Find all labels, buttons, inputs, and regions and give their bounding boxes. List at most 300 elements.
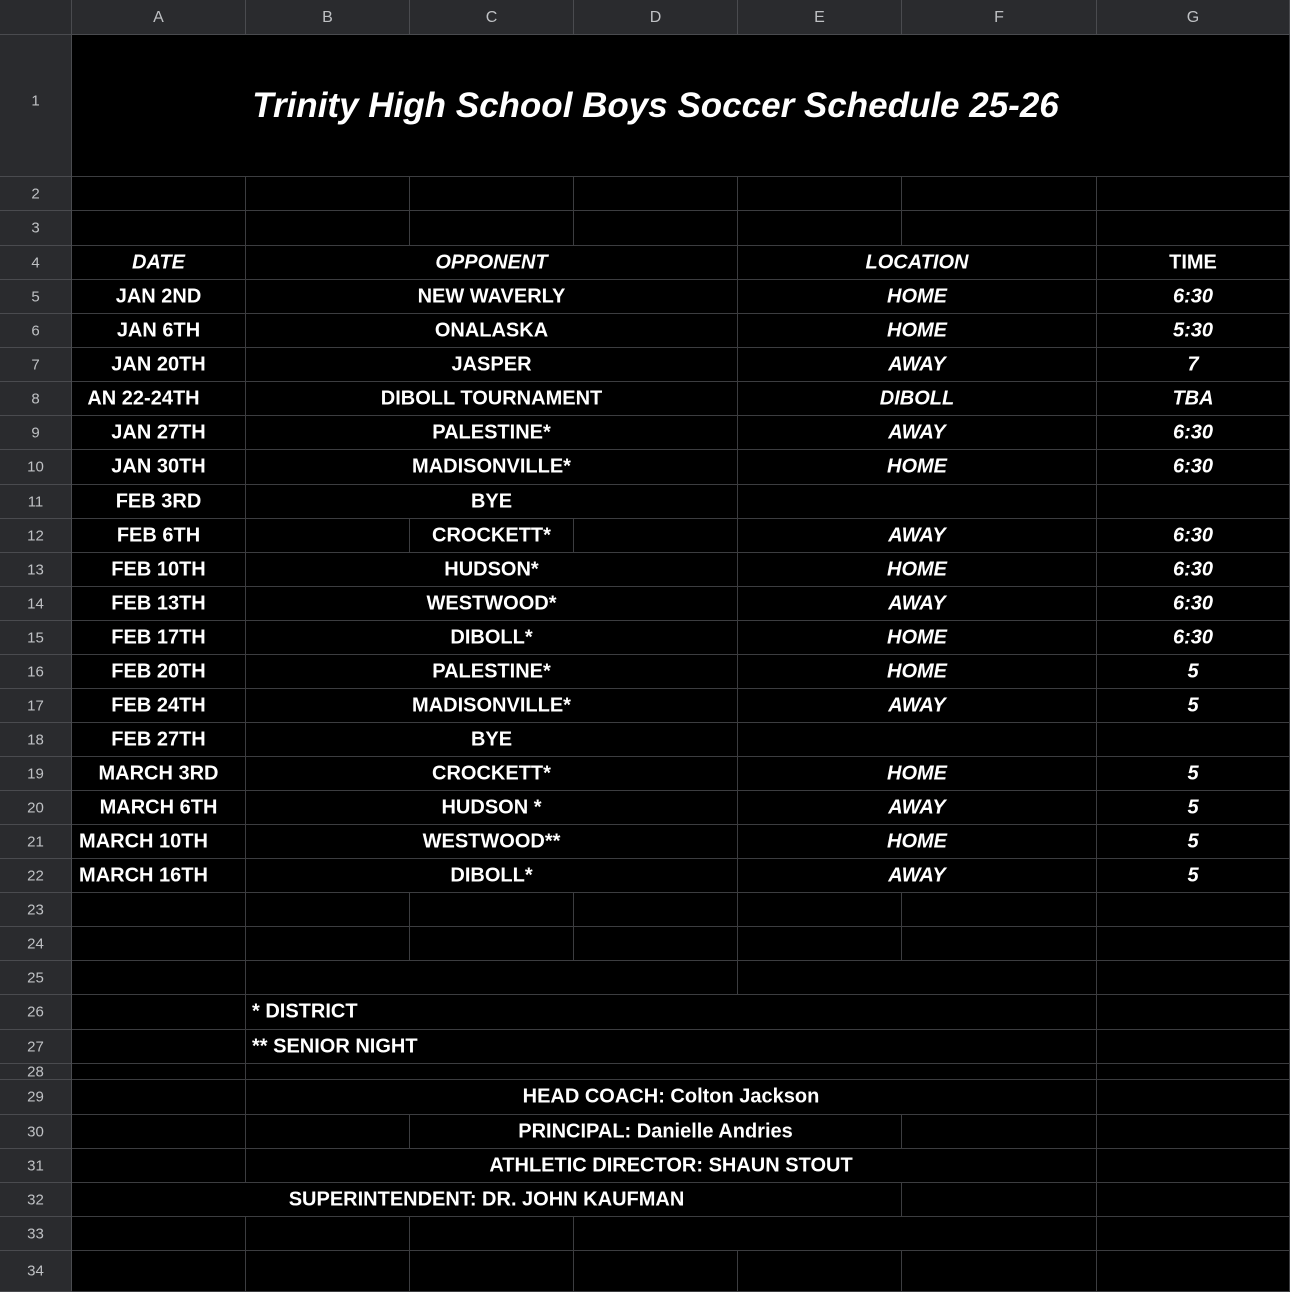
schedule-opponent[interactable] xyxy=(246,553,738,587)
row-header-33[interactable] xyxy=(0,1217,72,1251)
schedule-date[interactable] xyxy=(72,723,246,757)
header-opponent-text: OPPONENT xyxy=(435,251,548,273)
row-number: 8 xyxy=(31,390,40,407)
row-header-26[interactable] xyxy=(0,995,72,1030)
sheet-title-text: Trinity High School Boys Soccer Schedule 25-26 xyxy=(252,85,1059,125)
row-number: 20 xyxy=(27,799,44,816)
row-header-20[interactable] xyxy=(0,791,72,825)
schedule-date-text: MARCH 16TH xyxy=(79,864,208,886)
schedule-date-text: JAN 2ND xyxy=(115,285,202,307)
header-opponent[interactable] xyxy=(246,246,738,280)
schedule-opponent-text: BYE xyxy=(470,490,513,512)
schedule-location[interactable] xyxy=(738,519,1097,553)
schedule-opponent-text: MADISONVILLE* xyxy=(412,694,571,716)
schedule-location-text: HOME xyxy=(887,285,947,307)
schedule-location-text: HOME xyxy=(887,660,947,682)
schedule-location[interactable] xyxy=(738,689,1097,723)
schedule-opponent-text: PALESTINE* xyxy=(432,421,551,443)
schedule-date-text: JAN 6TH xyxy=(116,319,201,341)
schedule-location[interactable] xyxy=(738,587,1097,621)
row-header-6[interactable] xyxy=(0,314,72,348)
schedule-location[interactable] xyxy=(738,723,1097,757)
empty-cell[interactable] xyxy=(1097,1217,1290,1251)
schedule-location[interactable] xyxy=(738,621,1097,655)
schedule-time-text: 5 xyxy=(1187,830,1199,852)
empty-cell[interactable] xyxy=(1097,211,1290,246)
empty-cell[interactable] xyxy=(902,211,1097,246)
row-number: 29 xyxy=(27,1088,44,1106)
schedule-location-text: HOME xyxy=(887,455,947,478)
schedule-time[interactable] xyxy=(1097,382,1290,416)
row-number: 1 xyxy=(31,92,40,110)
schedule-date-text: JAN 20TH xyxy=(111,353,206,375)
empty-cell[interactable] xyxy=(410,927,574,961)
schedule-opponent-text: JASPER xyxy=(451,353,532,375)
schedule-date-text: FEB 24TH xyxy=(111,694,206,716)
schedule-time-text: 6:30 xyxy=(1172,592,1214,614)
schedule-date[interactable] xyxy=(72,791,246,825)
empty-cell[interactable] xyxy=(1097,177,1290,211)
select-all-corner[interactable] xyxy=(0,0,72,35)
schedule-opponent-text: BYE xyxy=(470,728,513,750)
schedule-date-text: FEB 20TH xyxy=(111,660,206,682)
empty-cell[interactable] xyxy=(1097,893,1290,927)
schedule-location[interactable] xyxy=(738,553,1097,587)
schedule-opponent[interactable] xyxy=(246,689,738,723)
schedule-opponent-text: MADISONVILLE* xyxy=(412,455,571,478)
schedule-date[interactable] xyxy=(72,689,246,723)
empty-cell[interactable] xyxy=(574,211,738,246)
empty-cell[interactable] xyxy=(574,177,738,211)
schedule-opponent-text: WESTWOOD** xyxy=(422,830,561,852)
schedule-location-text: HOME xyxy=(887,762,947,784)
empty-cell[interactable] xyxy=(72,211,246,246)
empty-cell[interactable] xyxy=(902,177,1097,211)
empty-cell[interactable] xyxy=(574,1217,1097,1251)
schedule-time-text: 6:30 xyxy=(1172,455,1214,478)
schedule-date[interactable] xyxy=(72,859,246,893)
empty-cell[interactable] xyxy=(246,1064,1097,1080)
schedule-time[interactable] xyxy=(1097,348,1290,382)
schedule-location-text: AWAY xyxy=(888,353,946,375)
schedule-location[interactable] xyxy=(738,655,1097,689)
row-header-2[interactable] xyxy=(0,177,72,211)
schedule-date-text: AN 22-24TH xyxy=(87,387,200,409)
row-header-9[interactable] xyxy=(0,416,72,450)
note-senior-night-text: ** SENIOR NIGHT xyxy=(252,1035,418,1057)
empty-cell[interactable] xyxy=(738,177,902,211)
schedule-time[interactable] xyxy=(1097,485,1290,519)
schedule-date[interactable] xyxy=(72,450,246,485)
row-header-14[interactable] xyxy=(0,587,72,621)
empty-cell[interactable] xyxy=(410,893,574,927)
sheet-title[interactable] xyxy=(72,35,1290,177)
header-date-text: DATE xyxy=(132,251,185,273)
row-header-8[interactable] xyxy=(0,382,72,416)
schedule-opponent-text: DIBOLL* xyxy=(450,864,533,886)
empty-cell[interactable] xyxy=(410,177,574,211)
row-header-4[interactable] xyxy=(0,246,72,280)
schedule-opponent-text: DIBOLL* xyxy=(450,626,533,648)
empty-cell[interactable] xyxy=(410,1251,574,1292)
empty-cell[interactable] xyxy=(246,1217,410,1251)
schedule-time[interactable] xyxy=(1097,689,1290,723)
schedule-location-text: HOME xyxy=(887,558,947,580)
row-header-16[interactable] xyxy=(0,655,72,689)
schedule-opponent[interactable] xyxy=(246,587,738,621)
schedule-time[interactable] xyxy=(1097,314,1290,348)
column-header-d[interactable]: D xyxy=(574,0,738,35)
empty-cell[interactable] xyxy=(1097,927,1290,961)
schedule-time[interactable] xyxy=(1097,825,1290,859)
row-number: 33 xyxy=(27,1225,44,1242)
row-header-11[interactable] xyxy=(0,485,72,519)
schedule-opponent[interactable] xyxy=(246,382,738,416)
empty-cell[interactable] xyxy=(902,1115,1097,1149)
schedule-location-text: HOME xyxy=(887,319,947,341)
row-header-13[interactable] xyxy=(0,553,72,587)
schedule-location-text: AWAY xyxy=(888,694,946,716)
schedule-date-text: FEB 13TH xyxy=(111,592,206,614)
schedule-location-text: AWAY xyxy=(888,524,946,546)
schedule-location-text: DIBOLL xyxy=(879,387,955,409)
empty-cell[interactable] xyxy=(738,927,902,961)
row-number: 2 xyxy=(31,185,40,202)
row-number: 14 xyxy=(27,595,44,612)
schedule-location-text: HOME xyxy=(887,626,947,648)
row-header-28[interactable] xyxy=(0,1064,72,1080)
row-header-5[interactable] xyxy=(0,280,72,314)
schedule-date-text: MARCH 6TH xyxy=(99,796,218,818)
schedule-date-text: FEB 17TH xyxy=(111,626,206,648)
empty-cell[interactable] xyxy=(738,961,1097,995)
schedule-date[interactable] xyxy=(72,382,246,416)
row-header-25[interactable] xyxy=(0,961,72,995)
row-number: 18 xyxy=(27,731,44,748)
empty-cell[interactable] xyxy=(738,1251,902,1292)
schedule-opponent[interactable] xyxy=(246,825,738,859)
schedule-date-text: FEB 6TH xyxy=(116,524,201,546)
schedule-opponent[interactable] xyxy=(410,519,574,553)
schedule-date[interactable] xyxy=(72,485,246,519)
schedule-location[interactable] xyxy=(738,825,1097,859)
staff-superintendent-text: SUPERINTENDENT: DR. JOHN KAUFMAN xyxy=(288,1188,685,1210)
empty-cell[interactable] xyxy=(574,1251,738,1292)
schedule-time-text: 6:30 xyxy=(1172,558,1214,580)
row-header-15[interactable] xyxy=(0,621,72,655)
schedule-location[interactable] xyxy=(738,314,1097,348)
row-number: 4 xyxy=(31,254,40,271)
schedule-opponent-text: HUDSON * xyxy=(441,796,542,818)
empty-cell[interactable] xyxy=(72,995,246,1030)
row-header-21[interactable] xyxy=(0,825,72,859)
schedule-time[interactable] xyxy=(1097,723,1290,757)
row-header-1[interactable] xyxy=(0,35,72,177)
schedule-date-text: FEB 10TH xyxy=(111,558,206,580)
empty-cell[interactable] xyxy=(72,177,246,211)
column-header-b[interactable]: B xyxy=(246,0,410,35)
row-header-10[interactable] xyxy=(0,450,72,485)
schedule-date[interactable] xyxy=(72,621,246,655)
empty-cell[interactable] xyxy=(246,927,410,961)
staff-head-coach[interactable] xyxy=(246,1080,1097,1115)
row-header-19[interactable] xyxy=(0,757,72,791)
row-number: 22 xyxy=(27,867,44,884)
header-date[interactable] xyxy=(72,246,246,280)
column-header-a[interactable]: A xyxy=(72,0,246,35)
empty-cell[interactable] xyxy=(246,893,410,927)
schedule-date-text: JAN 30TH xyxy=(111,455,206,478)
row-number: 34 xyxy=(27,1262,44,1280)
row-number: 28 xyxy=(27,1063,44,1080)
row-header-34[interactable] xyxy=(0,1251,72,1292)
schedule-opponent-text: ONALASKA xyxy=(434,319,549,341)
schedule-time[interactable] xyxy=(1097,655,1290,689)
header-time-text: TIME xyxy=(1169,251,1217,273)
schedule-date[interactable] xyxy=(72,757,246,791)
row-header-31[interactable] xyxy=(0,1149,72,1183)
empty-cell[interactable] xyxy=(1097,1080,1290,1115)
row-number: 25 xyxy=(27,969,44,986)
column-header-f[interactable]: F xyxy=(902,0,1097,35)
schedule-time[interactable] xyxy=(1097,791,1290,825)
row-number: 5 xyxy=(31,288,40,305)
row-number: 19 xyxy=(27,765,44,782)
schedule-time[interactable] xyxy=(1097,587,1290,621)
schedule-time[interactable] xyxy=(1097,416,1290,450)
empty-cell[interactable] xyxy=(574,519,738,553)
staff-superintendent[interactable] xyxy=(72,1183,902,1217)
note-district[interactable] xyxy=(246,995,1097,1030)
schedule-location-text: AWAY xyxy=(888,592,946,614)
schedule-time-text: 5 xyxy=(1187,796,1199,818)
row-number: 30 xyxy=(27,1123,44,1140)
row-number: 17 xyxy=(27,697,44,714)
schedule-time[interactable] xyxy=(1097,859,1290,893)
row-number: 32 xyxy=(27,1191,44,1208)
row-header-29[interactable] xyxy=(0,1080,72,1115)
empty-cell[interactable] xyxy=(72,1149,246,1183)
schedule-opponent-text: CROCKETT* xyxy=(432,762,551,784)
schedule-opponent-text: WESTWOOD* xyxy=(426,592,557,614)
header-time[interactable] xyxy=(1097,246,1290,280)
row-header-17[interactable] xyxy=(0,689,72,723)
row-header-18[interactable] xyxy=(0,723,72,757)
schedule-opponent[interactable] xyxy=(246,416,738,450)
row-header-12[interactable] xyxy=(0,519,72,553)
schedule-opponent[interactable] xyxy=(246,621,738,655)
header-location[interactable] xyxy=(738,246,1097,280)
schedule-time-text: 7 xyxy=(1187,353,1199,375)
note-district-text: * DISTRICT xyxy=(252,1000,358,1023)
empty-cell[interactable] xyxy=(72,927,246,961)
empty-cell[interactable] xyxy=(246,1251,410,1292)
schedule-location-text: AWAY xyxy=(888,796,946,818)
schedule-location[interactable] xyxy=(738,757,1097,791)
schedule-time-text: 6:30 xyxy=(1172,421,1214,443)
schedule-date[interactable] xyxy=(72,655,246,689)
empty-cell[interactable] xyxy=(410,211,574,246)
row-number: 31 xyxy=(27,1157,44,1174)
staff-athletic-director[interactable] xyxy=(246,1149,1097,1183)
empty-cell[interactable] xyxy=(1097,1064,1290,1080)
schedule-opponent[interactable] xyxy=(246,450,738,485)
schedule-time-text: TBA xyxy=(1172,387,1214,409)
row-number: 11 xyxy=(27,493,44,510)
schedule-location[interactable] xyxy=(738,791,1097,825)
schedule-opponent[interactable] xyxy=(246,859,738,893)
empty-cell[interactable] xyxy=(72,1217,246,1251)
empty-cell[interactable] xyxy=(72,1080,246,1115)
row-header-27[interactable] xyxy=(0,1030,72,1064)
schedule-location[interactable] xyxy=(738,450,1097,485)
note-senior-night[interactable] xyxy=(246,1030,1097,1064)
empty-cell[interactable] xyxy=(574,927,738,961)
schedule-time-text: 5 xyxy=(1187,864,1199,886)
schedule-date-text: MARCH 3RD xyxy=(98,762,219,784)
empty-cell[interactable] xyxy=(902,1183,1097,1217)
row-number: 6 xyxy=(31,322,40,339)
schedule-opponent-text: NEW WAVERLY xyxy=(417,285,566,307)
schedule-opponent[interactable] xyxy=(246,757,738,791)
empty-cell[interactable] xyxy=(1097,961,1290,995)
schedule-time[interactable] xyxy=(1097,519,1290,553)
empty-cell[interactable] xyxy=(738,893,902,927)
row-number: 27 xyxy=(27,1038,44,1055)
row-number: 26 xyxy=(27,1003,44,1021)
empty-cell[interactable] xyxy=(72,1030,246,1064)
schedule-date[interactable] xyxy=(72,280,246,314)
schedule-time-text: 5 xyxy=(1187,694,1199,716)
schedule-opponent[interactable] xyxy=(246,348,738,382)
schedule-opponent[interactable] xyxy=(246,314,738,348)
schedule-date-text: FEB 3RD xyxy=(115,490,202,512)
schedule-opponent[interactable] xyxy=(246,723,738,757)
empty-cell[interactable] xyxy=(72,1115,246,1149)
empty-cell[interactable] xyxy=(1097,1115,1290,1149)
schedule-time-text: 6:30 xyxy=(1172,626,1214,648)
schedule-time[interactable] xyxy=(1097,757,1290,791)
schedule-time[interactable] xyxy=(1097,553,1290,587)
schedule-time-text: 6:30 xyxy=(1172,524,1214,546)
schedule-time[interactable] xyxy=(1097,280,1290,314)
empty-cell[interactable] xyxy=(902,893,1097,927)
empty-cell[interactable] xyxy=(246,211,410,246)
schedule-location[interactable] xyxy=(738,485,1097,519)
row-header-7[interactable] xyxy=(0,348,72,382)
row-header-22[interactable] xyxy=(0,859,72,893)
schedule-opponent-text: DIBOLL TOURNAMENT xyxy=(380,387,603,409)
schedule-location[interactable] xyxy=(738,416,1097,450)
schedule-date[interactable] xyxy=(72,314,246,348)
column-header-g[interactable]: G xyxy=(1097,0,1290,35)
schedule-time[interactable] xyxy=(1097,621,1290,655)
schedule-time-text: 6:30 xyxy=(1172,285,1214,307)
row-header-3[interactable] xyxy=(0,211,72,246)
schedule-time-text: 5 xyxy=(1187,762,1199,784)
schedule-opponent[interactable] xyxy=(246,791,738,825)
schedule-time-text: 5 xyxy=(1187,660,1199,682)
row-header-30[interactable] xyxy=(0,1115,72,1149)
schedule-opponent[interactable] xyxy=(246,280,738,314)
schedule-time[interactable] xyxy=(1097,450,1290,485)
schedule-location[interactable] xyxy=(738,348,1097,382)
empty-cell[interactable] xyxy=(1097,1030,1290,1064)
schedule-date[interactable] xyxy=(72,587,246,621)
schedule-location[interactable] xyxy=(738,280,1097,314)
empty-cell[interactable] xyxy=(902,927,1097,961)
schedule-location[interactable] xyxy=(738,859,1097,893)
schedule-date[interactable] xyxy=(72,519,246,553)
empty-cell[interactable] xyxy=(1097,995,1290,1030)
row-number: 15 xyxy=(27,629,44,646)
empty-cell[interactable] xyxy=(1097,1149,1290,1183)
empty-cell[interactable] xyxy=(72,961,246,995)
empty-cell[interactable] xyxy=(246,177,410,211)
empty-cell[interactable] xyxy=(738,211,902,246)
schedule-opponent[interactable] xyxy=(246,485,738,519)
schedule-date-text: FEB 27TH xyxy=(111,728,206,750)
schedule-opponent[interactable] xyxy=(246,655,738,689)
row-number: 24 xyxy=(27,935,44,952)
empty-cell[interactable] xyxy=(574,893,738,927)
column-header-e[interactable]: E xyxy=(738,0,902,35)
empty-cell[interactable] xyxy=(72,1064,246,1080)
row-number: 16 xyxy=(27,663,44,680)
empty-cell[interactable] xyxy=(72,1251,246,1292)
schedule-date[interactable] xyxy=(72,553,246,587)
empty-cell[interactable] xyxy=(72,893,246,927)
row-header-23[interactable] xyxy=(0,893,72,927)
empty-cell[interactable] xyxy=(246,1115,410,1149)
staff-principal-text: PRINCIPAL: Danielle Andries xyxy=(518,1120,793,1142)
schedule-opponent-text: HUDSON* xyxy=(444,558,539,580)
empty-cell[interactable] xyxy=(1097,1183,1290,1217)
staff-athletic-director-text: ATHLETIC DIRECTOR: SHAUN STOUT xyxy=(489,1154,853,1176)
row-number: 9 xyxy=(31,424,40,441)
row-number: 10 xyxy=(27,458,44,476)
row-number: 7 xyxy=(31,356,40,373)
staff-principal[interactable] xyxy=(410,1115,902,1149)
row-number: 12 xyxy=(27,527,44,544)
schedule-date[interactable] xyxy=(72,416,246,450)
schedule-opponent-text: CROCKETT* xyxy=(432,524,551,546)
empty-cell[interactable] xyxy=(1097,1251,1290,1292)
schedule-location-text: AWAY xyxy=(888,421,946,443)
column-header-c[interactable]: C xyxy=(410,0,574,35)
empty-cell[interactable] xyxy=(410,1217,574,1251)
row-header-32[interactable] xyxy=(0,1183,72,1217)
schedule-date-text: JAN 27TH xyxy=(111,421,206,443)
empty-cell[interactable] xyxy=(902,1251,1097,1292)
schedule-opponent-text: PALESTINE* xyxy=(432,660,551,682)
schedule-location-text: AWAY xyxy=(888,864,946,886)
row-number: 23 xyxy=(27,901,44,918)
header-location-text: LOCATION xyxy=(865,251,969,273)
schedule-date-text: MARCH 10TH xyxy=(79,830,208,852)
schedule-date[interactable] xyxy=(72,825,246,859)
schedule-location[interactable] xyxy=(738,382,1097,416)
row-number: 21 xyxy=(27,833,44,850)
schedule-date[interactable] xyxy=(72,348,246,382)
schedule-time-text: 5:30 xyxy=(1172,319,1214,341)
staff-head-coach-text: HEAD COACH: Colton Jackson xyxy=(522,1085,820,1108)
row-header-24[interactable] xyxy=(0,927,72,961)
empty-cell[interactable] xyxy=(246,961,738,995)
row-number: 13 xyxy=(27,561,44,578)
schedule-location-text: HOME xyxy=(887,830,947,852)
empty-cell[interactable] xyxy=(246,519,410,553)
